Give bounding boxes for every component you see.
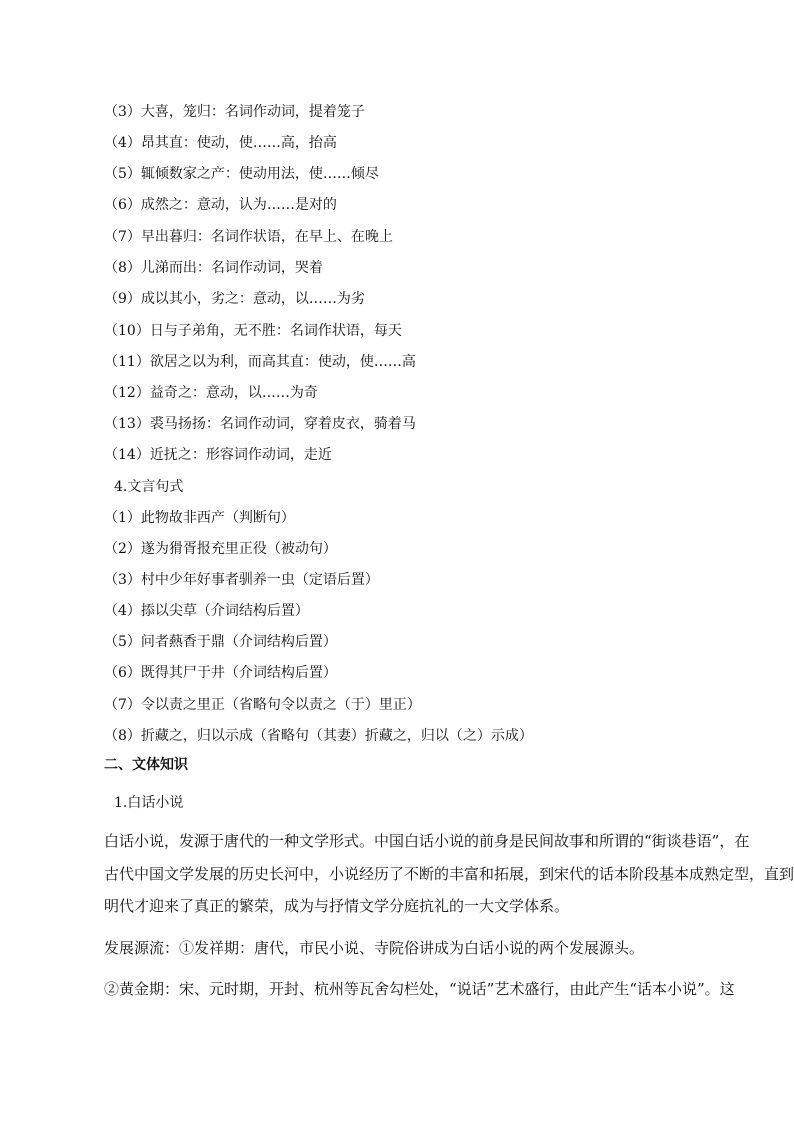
sentence-item-2: （2）遂为猾胥报充里正役（被动句） — [104, 541, 337, 557]
sentence-pattern-heading: 4.文言句式 — [114, 479, 184, 495]
golden-age-paragraph: ②黄金期：宋、元时期，开封、杭州等瓦舍勾栏处，“说话”艺术盛行，由此产生“话本小说”。这 — [104, 980, 735, 998]
sentence-item-5: （5）问者爇香于鼎（介词结构后置） — [104, 634, 337, 650]
paragraph-line: 明代才迎来了真正的繁荣，成为与抒情文学分庭抗礼的一大文学体系。 — [104, 897, 570, 915]
usage-item-5: （5）辄倾数家之产：使动用法，使……倾尽 — [104, 166, 379, 182]
novel-heading: 1.白话小说 — [114, 795, 184, 811]
usage-item-4: （4）昂其直：使动，使……高，抬高 — [104, 135, 337, 151]
sentence-item-1: （1）此物故非西产（判断句） — [104, 510, 295, 526]
sentence-item-6: （6）既得其尸于井（介词结构后置） — [104, 665, 337, 681]
usage-item-13: （13）裘马扬扬：名词作动词，穿着皮衣，骑着马 — [104, 416, 416, 432]
sentence-item-3: （3）村中少年好事者驯养一虫（定语后置） — [104, 572, 379, 588]
usage-item-10: （10）日与子弟角，无不胜：名词作状语，每天 — [104, 323, 402, 339]
usage-item-7: （7）早出暮归：名词作状语，在早上、在晚上 — [104, 229, 393, 245]
sentence-item-7: （7）令以责之里正（省略句令以责之（于）里正） — [104, 697, 421, 713]
usage-item-14: （14）近抚之：形容词作动词，走近 — [104, 447, 332, 463]
usage-item-9: （9）成以其小，劣之：意动，以……为劣 — [104, 291, 365, 307]
usage-item-3: （3）大喜，笼归：名词作动词，提着笼子 — [104, 104, 365, 120]
usage-item-8: （8）儿涕而出：名词作动词，哭着 — [104, 260, 323, 276]
usage-item-12: （12）益奇之：意动，以……为奇 — [104, 385, 318, 401]
paragraph-line: 白话小说，发源于唐代的一种文学形式。中国白话小说的前身是民间故事和所谓的“街谈巷语”，在 — [104, 832, 750, 850]
usage-item-6: （6）成然之：意动，认为……是对的 — [104, 197, 337, 213]
sentence-item-4: （4）掭以尖草（介词结构后置） — [104, 603, 309, 619]
development-origin-paragraph: 发展源流：①发祥期：唐代，市民小说、寺院俗讲成为白话小说的两个发展源头。 — [104, 939, 645, 957]
paragraph-line: 古代中国文学发展的历史长河中，小说经历了不断的丰富和拓展，到宋代的话本阶段基本成熟定型，直到 — [104, 865, 794, 883]
section-heading-genre: 二、文体知识 — [104, 757, 188, 773]
usage-item-11: （11）欲居之以为利，而高其直：使动，使……高 — [104, 354, 416, 370]
sentence-item-8: （8）折藏之，归以示成（省略句（其妻）折藏之，归以（之）示成） — [104, 728, 533, 744]
